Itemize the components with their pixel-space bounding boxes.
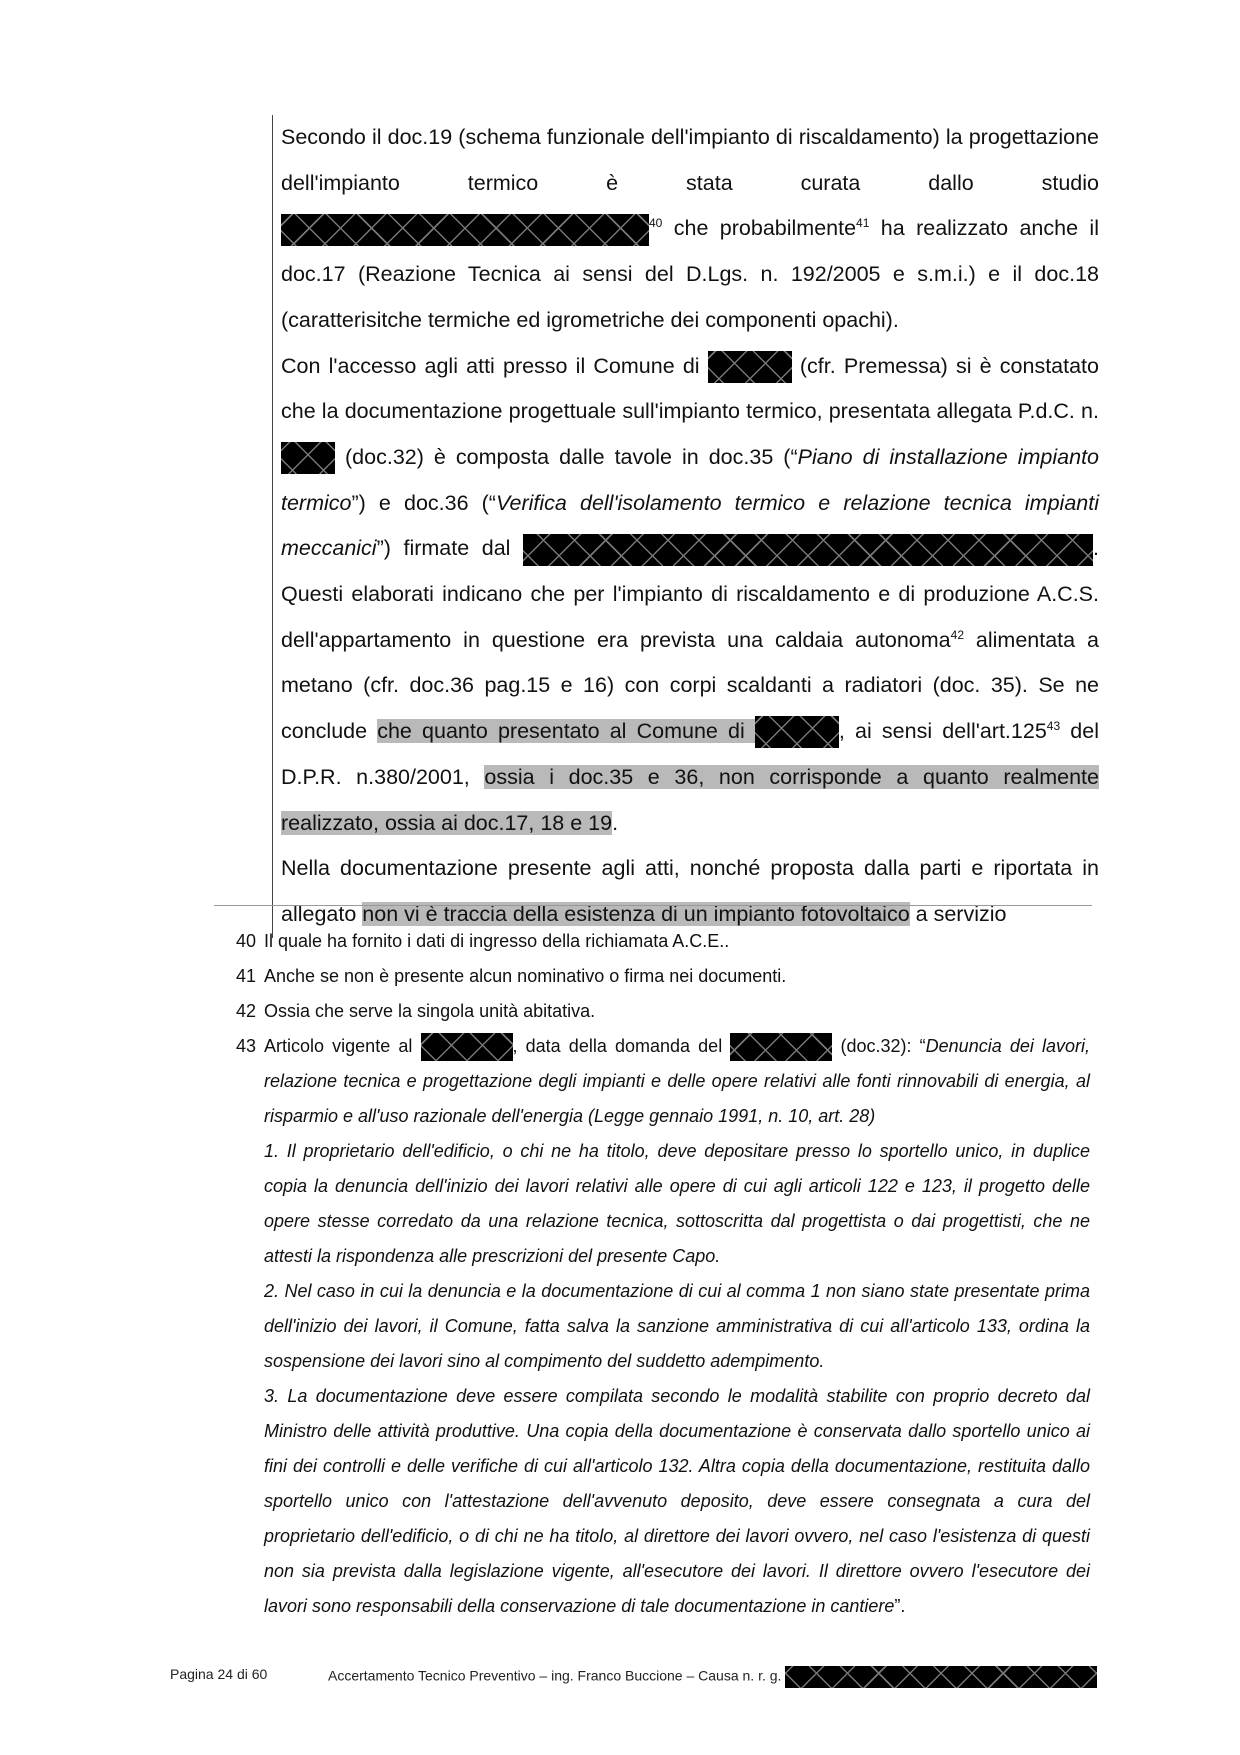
highlight: ossia i doc.35 e 36, non corrisponde a quanto realmente realizzato, ossia ai doc.17, 18 e 19 [281,764,1099,835]
footnote: 42 Ossia che serve la singola unità abitativa. [236,1001,596,1021]
law-comma: 1. Il proprietario dell'edificio, o chi ne ha titolo, deve depositare presso lo sportello unico, in duplice copia la denuncia dell'inizio dei lavori relativi alle opere di cui agli articoli 122 e 123, il progetto delle opere stesse corredato da una relazione tecnica, sottoscritta dal progettista o dai progettisti, che ne attesti la rispondenza alle prescrizioni del presente Capo. [264,1141,1090,1266]
footnotes [236,924,1090,1624]
footnote-separator [214,905,1092,906]
redaction-block [523,534,1093,566]
law-quote-title: Denuncia dei lavori, relazione tecnica e progettazione degli impianti e delle opere relativi alle fonti rinnovabili di energia, al risparmio e all'uso razionale dell'energia (Legge gennaio 1991, n. 10, art. 28) [264,1036,1091,1126]
paragraph: Con l'accesso agli atti presso il Comune di (cfr. Premessa) si è constatato che la documentazione progettuale sull'impianto termico, presentata allegata P.d.C. n. (doc.32) è composta dalle tavole in doc.35 (“Piano di installazione impianto termico”) e doc.36 (“Verifica dell'isolamento termico e relazione tecnica impianti meccanici”) firmate dal . Questi elaborati indicano che per l'impianto di riscaldamento e di produzione A.C.S. dell'appartamento in questione era prevista una caldaia autonoma$^{42}$ alimentata a metano (cfr. doc.36 pag.15 e 16) con corpi scaldanti a radiatori (doc. 35). Se ne conclude che quanto presentato al Comune di , ai sensi dell'art.125$^{43}$ del D.P.R. n.380/2001, ossia i doc.35 e 36, non corrisponde a quanto realmente realizzato, ossia ai doc.17, 18 e 19. [281,344,1099,847]
redaction-block [281,214,649,246]
footnote-ref: 42 [950,627,964,642]
footnote: 41 Anche se non è presente alcun nominativo o firma nei documenti. [236,966,787,986]
redaction-block [281,442,335,474]
redaction-block [730,1033,832,1061]
paragraph: Secondo il doc.19 (schema funzionale dell'impianto di riscaldamento) la progettazione dell'impianto termico è stata curata dallo studio $^{40}$ che probabilmente$^{41}$ ha realizzato anche il doc.17 (Reazione Tecnica ai sensi del D.Lgs. n. 192/2005 e s.m.i.) e il doc.18 (caratterisitche termiche ed igrometriche dei componenti opachi). [281,125,1099,332]
footer-page-number: Pagina 24 di 60 [170,1666,268,1682]
footnote-ref: 41 [856,216,870,231]
redaction-block [755,716,839,748]
law-comma: 2. Nel caso in cui la denuncia e la documentazione di cui al comma 1 non siano state presentate prima dell'inizio dei lavori, il Comune, fatta salva la sanzione amministrativa di cui all'articolo 133, ordina la sospensione dei lavori sino al compimento del suddetto adempimento. [264,1281,1090,1371]
paragraph: Nella documentazione presente agli atti, nonché proposta dalla parti e riportata in allegato non vi è traccia della esistenza di un impianto fotovoltaico a servizio [281,856,1099,926]
law-comma: 3. La documentazione deve essere compilata secondo le modalità stabilite con proprio decreto dal Ministro delle attività produttive. Una copia della documentazione è conservata dallo sportello unico ai fini dei controlli e delle verifiche di cui all'articolo 132. Altra copia della documentazione, restituita dallo sportello unico con l'attestazione dell'avvenuto deposito, deve essere consegnata a cura del proprietario dell'edificio, o di chi ne ha titolo, al direttore dei lavori ovvero, nel caso l'esistenza di questi non sia prevista dalla legislazione vigente, all'esecutore dei lavori. Il direttore ovvero l'esecutore dei lavori sono responsabili della conservazione di tale documentazione in cantiere [264,1386,1090,1616]
footer-text: Accertamento Tecnico Preventivo – ing. Franco Buccione – Causa n. r. g. [328,1666,1097,1688]
main-text [272,115,1099,938]
footnote-ref: 40 [649,216,663,231]
redaction-block [785,1666,1097,1688]
redaction-block [708,351,792,383]
redaction-block [421,1033,513,1061]
highlight: non vi è traccia della esistenza di un impianto fotovoltaico [362,901,910,926]
footnote: 43 Articolo vigente al , data della domanda del (doc.32): “Denuncia dei lavori, relazione tecnica e progettazione degli impianti e delle opere relativi alle fonti rinnovabili di energia, al risparmio e all'uso razionale dell'energia (Legge gennaio 1991, n. 10, art. 28) 1. Il proprietario dell'edificio, o chi ne ha titolo, deve depositare presso lo sportello unico, in duplice copia la denuncia dell'inizio dei lavori relativi alle opere di cui agli articoli 122 e 123, il progetto delle opere stesse corredato da una relazione tecnica, sottoscritta dal progettista o dai progettisti, che ne attesti la rispondenza alle prescrizioni del presente Capo. 2. Nel caso in cui la denuncia e la documentazione di cui al comma 1 non siano state presentate prima dell'inizio dei lavori, il Comune, fatta salva la sanzione amministrativa di cui all'articolo 133, ordina la sospensione dei lavori sino al compimento del suddetto adempimento. 3. La documentazione deve essere compilata secondo le modalità stabilite con proprio decreto dal Ministro delle attività produttive. Una copia della documentazione è conservata dallo sportello unico ai fini dei controlli e delle verifiche di cui all'articolo 132. Altra copia della documentazione, restituita dallo sportello unico con l'attestazione dell'avvenuto deposito, deve essere consegnata a cura del proprietario dell'edificio, o di chi ne ha titolo, al direttore dei lavori ovvero, nel caso l'esistenza di questi non sia prevista dalla legislazione vigente, all'esecutore dei lavori. Il direttore ovvero l'esecutore dei lavori sono responsabili della conservazione di tale documentazione in cantiere”. [236,1029,1090,1624]
footnote-ref: 43 [1046,718,1061,733]
footnote: 40 Il quale ha fornito i dati di ingresso della richiamata A.C.E.. [236,931,730,951]
highlight: che quanto presentato al Comune di [377,719,839,743]
